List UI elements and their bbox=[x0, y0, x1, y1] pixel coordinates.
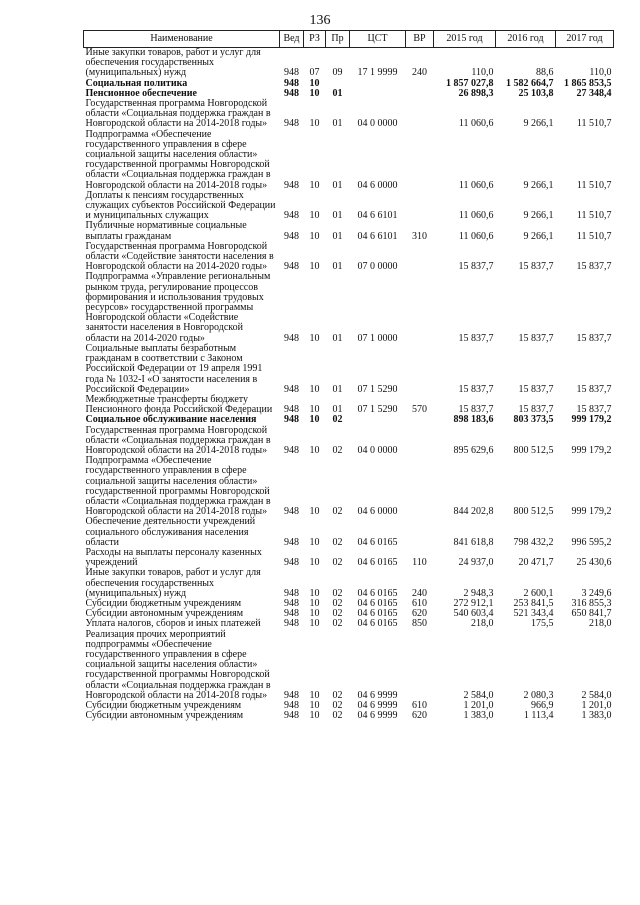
budget-table bbox=[83, 30, 614, 721]
value-2015-cell: 2 948,3 bbox=[463, 587, 494, 599]
table-row bbox=[84, 344, 614, 395]
header-2015: 2015 год bbox=[434, 31, 496, 48]
pr-cell: 02 bbox=[332, 710, 343, 722]
cst-cell: 04 6 9999 bbox=[357, 710, 398, 722]
rz-cell: 10 bbox=[309, 597, 320, 609]
value-2015-cell: 540 603,4 bbox=[453, 608, 494, 620]
pr-cell: 02 bbox=[332, 700, 343, 711]
row-name-cell: Государственная программа Новгородской области «Социальная поддержка граждан в Новгородской области на 2014-2018 годы» bbox=[85, 424, 271, 456]
cst-cell: 04 0 0000 bbox=[357, 444, 398, 456]
cst-cell: 07 1 5290 bbox=[357, 404, 398, 416]
vr-cell bbox=[406, 99, 434, 130]
ved-cell: 948 bbox=[284, 414, 299, 426]
value-2017-cell: 15 837,7 bbox=[576, 261, 612, 273]
table-header-row bbox=[84, 31, 614, 48]
value-2016-cell: 966,9 bbox=[531, 700, 554, 711]
pr-cell: 01 bbox=[332, 87, 343, 99]
rz-cell: 10 bbox=[309, 700, 320, 711]
value-2016-cell: 9 266,1 bbox=[523, 179, 554, 191]
vr-cell bbox=[406, 242, 434, 273]
table-row bbox=[84, 395, 614, 415]
table-row bbox=[84, 221, 614, 241]
cst-cell bbox=[350, 79, 406, 89]
vr-cell bbox=[406, 630, 434, 701]
value-2017-cell: 650 841,7 bbox=[571, 608, 612, 620]
vr-cell bbox=[406, 415, 434, 425]
row-name-cell: Подпрограмма «Обеспечение государственного управления в сфере социальной защиты населения области» государственной программы Новгородской области «Социальная поддержка граждан в Новгородской области на 2014-2018 годы» bbox=[85, 455, 271, 518]
table-row bbox=[84, 272, 614, 343]
rz-cell: 10 bbox=[309, 210, 320, 222]
ved-cell: 948 bbox=[284, 608, 299, 620]
table-row bbox=[84, 48, 614, 79]
vr-cell: 620 bbox=[412, 608, 427, 620]
row-name-cell: Обеспечение деятельности учреждений социального обслуживания населения области bbox=[85, 516, 256, 548]
ved-cell: 948 bbox=[284, 557, 299, 569]
table-body bbox=[84, 48, 614, 722]
value-2017-cell: 3 249,6 bbox=[581, 587, 612, 599]
value-2016-cell: 2 080,3 bbox=[523, 689, 554, 701]
ved-cell: 948 bbox=[284, 77, 299, 89]
cst-cell: 04 6 0165 bbox=[357, 608, 398, 620]
row-name-cell: Субсидии автономным учреждениям bbox=[85, 608, 244, 620]
value-2017-cell: 1 383,0 bbox=[581, 710, 612, 722]
row-name-cell: Расходы на выплаты персоналу казенных учреждений bbox=[85, 546, 262, 569]
row-name-cell: Государственная программа Новгородской области «Содействие занятости населения в Новгородской области на 2014-2020 годы» bbox=[85, 240, 274, 273]
value-2015-cell: 2 584,0 bbox=[463, 689, 494, 701]
ved-cell: 948 bbox=[284, 444, 299, 456]
ved-cell: 948 bbox=[284, 536, 299, 548]
pr-cell: 01 bbox=[332, 179, 343, 191]
rz-cell: 10 bbox=[309, 557, 320, 569]
row-name-cell: Подпрограмма «Обеспечение государственного управления в сфере социальной защиты населения области» государственной программы Новгородской области «Социальная поддержка граждан в Новгородской области на 2014-2018 годы» bbox=[85, 128, 271, 191]
cst-cell: 04 6 0165 bbox=[357, 557, 398, 569]
ved-cell: 948 bbox=[284, 179, 299, 191]
value-2017-cell: 15 837,7 bbox=[576, 383, 612, 395]
cst-cell: 04 6 9999 bbox=[357, 700, 398, 711]
pr-cell: 02 bbox=[332, 557, 343, 569]
value-2015-cell: 11 060,6 bbox=[458, 179, 494, 191]
vr-cell bbox=[406, 426, 434, 457]
vr-cell: 850 bbox=[412, 618, 427, 630]
pr-cell: 01 bbox=[332, 332, 343, 344]
value-2017-cell: 11 510,7 bbox=[576, 179, 612, 191]
value-2015-cell: 15 837,7 bbox=[458, 404, 494, 416]
row-name-cell: Социальные выплаты безработным гражданам в соответствии с Законом Российской Федерации от 19 апреля 1991 года № 1032-I «О занятости населения в Российской Федерации» bbox=[85, 342, 263, 395]
value-2015-cell: 15 837,7 bbox=[458, 261, 494, 273]
rz-cell: 10 bbox=[309, 618, 320, 630]
value-2016-cell: 2 600,1 bbox=[523, 587, 554, 599]
vr-cell bbox=[406, 191, 434, 222]
vr-cell bbox=[406, 272, 434, 343]
value-2017-cell: 999 179,2 bbox=[571, 506, 612, 518]
table-row bbox=[84, 191, 614, 222]
rz-cell: 10 bbox=[309, 710, 320, 722]
vr-cell: 240 bbox=[412, 67, 427, 79]
pr-cell: 02 bbox=[332, 597, 343, 609]
table-row bbox=[84, 630, 614, 701]
value-2016-cell: 1 582 664,7 bbox=[506, 77, 554, 89]
value-2016-cell: 175,5 bbox=[531, 618, 554, 630]
row-name-cell: Социальное обслуживание населения bbox=[85, 414, 257, 426]
rz-cell: 10 bbox=[309, 587, 320, 599]
pr-cell: 02 bbox=[332, 506, 343, 518]
header-ved: Вед bbox=[280, 31, 304, 48]
value-2015-cell: 1 857 027,8 bbox=[446, 77, 494, 89]
rz-cell: 10 bbox=[309, 383, 320, 395]
value-2017-cell: 25 430,6 bbox=[576, 557, 612, 569]
value-2017-cell: 11 510,7 bbox=[576, 230, 612, 242]
ved-cell: 948 bbox=[284, 261, 299, 273]
pr-cell: 01 bbox=[332, 230, 343, 242]
ved-cell: 948 bbox=[284, 210, 299, 222]
cst-cell: 04 6 0165 bbox=[357, 536, 398, 548]
rz-cell: 10 bbox=[309, 77, 320, 89]
header-pr: Пр bbox=[326, 31, 350, 48]
vr-cell: 610 bbox=[412, 700, 427, 711]
vr-cell: 620 bbox=[412, 710, 427, 722]
vr-cell bbox=[406, 79, 434, 89]
value-2015-cell: 11 060,6 bbox=[458, 230, 494, 242]
pr-cell: 01 bbox=[332, 404, 343, 416]
value-2016-cell: 800 512,5 bbox=[513, 444, 554, 456]
cst-cell: 04 6 6101 bbox=[357, 230, 398, 242]
pr-cell: 02 bbox=[332, 608, 343, 620]
rz-cell: 10 bbox=[309, 689, 320, 701]
value-2015-cell: 15 837,7 bbox=[458, 332, 494, 344]
value-2015-cell: 1 201,0 bbox=[463, 700, 494, 711]
cst-cell bbox=[350, 415, 406, 425]
value-2017-cell: 11 510,7 bbox=[576, 118, 612, 130]
vr-cell bbox=[406, 130, 434, 191]
rz-cell: 10 bbox=[309, 414, 320, 426]
value-2017-cell: 15 837,7 bbox=[576, 332, 612, 344]
pr-cell: 02 bbox=[332, 414, 343, 426]
cst-cell: 07 1 5290 bbox=[357, 383, 398, 395]
value-2017-cell: 15 837,7 bbox=[576, 404, 612, 416]
value-2015-cell: 272 912,1 bbox=[453, 597, 494, 609]
value-2016-cell: 15 837,7 bbox=[518, 261, 554, 273]
value-2016-cell: 20 471,7 bbox=[518, 557, 554, 569]
vr-cell: 240 bbox=[412, 587, 427, 599]
value-2017-cell: 996 595,2 bbox=[571, 536, 612, 548]
ved-cell: 948 bbox=[284, 597, 299, 609]
row-name-cell: Иные закупки товаров, работ и услуг для обеспечения государственных (муниципальных) нужд bbox=[85, 567, 261, 599]
cst-cell: 04 6 0000 bbox=[357, 506, 398, 518]
cst-cell: 04 6 9999 bbox=[357, 689, 398, 701]
ved-cell: 948 bbox=[284, 700, 299, 711]
header-2017: 2017 год bbox=[556, 31, 614, 48]
value-2015-cell: 841 618,8 bbox=[453, 536, 494, 548]
value-2016-cell: 9 266,1 bbox=[523, 230, 554, 242]
rz-cell: 10 bbox=[309, 179, 320, 191]
table-row bbox=[84, 242, 614, 273]
cst-cell bbox=[350, 89, 406, 99]
row-name-cell: Публичные нормативные социальные выплаты гражданам bbox=[85, 220, 247, 242]
row-name-cell: Реализация прочих мероприятий подпрограммы «Обеспечение государственного управления в сфере социальной защиты населения области» государственной программы Новгородской области «Социальная поддержка граждан в Новгородской области на 2014-2018 годы» bbox=[85, 628, 271, 701]
cst-cell: 04 6 0165 bbox=[357, 618, 398, 630]
cst-cell: 07 0 0000 bbox=[357, 261, 398, 273]
row-name-cell: Иные закупки товаров, работ и услуг для обеспечения государственных (муниципальных) нужд bbox=[85, 47, 261, 79]
row-name-cell: Субсидии бюджетным учреждениям bbox=[85, 597, 242, 609]
table-row bbox=[84, 548, 614, 568]
vr-cell: 310 bbox=[412, 230, 427, 242]
ved-cell: 948 bbox=[284, 618, 299, 630]
ved-cell: 948 bbox=[284, 230, 299, 242]
value-2017-cell: 218,0 bbox=[589, 618, 612, 630]
value-2017-cell: 1 865 853,5 bbox=[564, 77, 612, 89]
value-2017-cell: 999 179,2 bbox=[571, 414, 612, 426]
value-2016-cell: 798 432,2 bbox=[513, 536, 554, 548]
value-2015-cell: 844 202,8 bbox=[453, 506, 494, 518]
value-2016-cell: 253 841,5 bbox=[513, 597, 554, 609]
pr-cell: 02 bbox=[332, 444, 343, 456]
vr-cell: 610 bbox=[412, 597, 427, 609]
ved-cell: 948 bbox=[284, 118, 299, 130]
cst-cell: 04 6 0000 bbox=[357, 179, 398, 191]
ved-cell: 948 bbox=[284, 332, 299, 344]
header-rz: РЗ bbox=[304, 31, 326, 48]
ved-cell: 948 bbox=[284, 710, 299, 722]
value-2016-cell: 803 373,5 bbox=[513, 414, 554, 426]
rz-cell: 10 bbox=[309, 118, 320, 130]
pr-cell: 09 bbox=[332, 67, 343, 79]
row-name-cell: Субсидии бюджетным учреждениям bbox=[85, 700, 242, 711]
rz-cell: 10 bbox=[309, 332, 320, 344]
vr-cell bbox=[406, 344, 434, 395]
header-name: Наименование bbox=[84, 31, 280, 48]
value-2015-cell: 15 837,7 bbox=[458, 383, 494, 395]
header-vr: ВР bbox=[406, 31, 434, 48]
value-2015-cell: 11 060,6 bbox=[458, 118, 494, 130]
pr-cell: 02 bbox=[332, 536, 343, 548]
value-2015-cell: 1 383,0 bbox=[463, 710, 494, 722]
value-2015-cell: 895 629,6 bbox=[453, 444, 494, 456]
row-name-cell: Межбюджетные трансферты бюджету Пенсионного фонда Российской Федерации bbox=[85, 393, 273, 416]
table-row bbox=[84, 415, 614, 425]
pr-cell: 01 bbox=[332, 261, 343, 273]
rz-cell: 10 bbox=[309, 608, 320, 620]
vr-cell bbox=[406, 89, 434, 99]
value-2015-cell: 218,0 bbox=[471, 618, 494, 630]
ved-cell: 948 bbox=[284, 67, 299, 79]
rz-cell: 10 bbox=[309, 404, 320, 416]
header-cst: ЦСТ bbox=[350, 31, 406, 48]
rz-cell: 10 bbox=[309, 444, 320, 456]
value-2016-cell: 800 512,5 bbox=[513, 506, 554, 518]
table-row bbox=[84, 426, 614, 457]
cst-cell: 04 6 0165 bbox=[357, 587, 398, 599]
table-row bbox=[84, 130, 614, 191]
value-2017-cell: 11 510,7 bbox=[576, 210, 612, 222]
value-2017-cell: 316 855,3 bbox=[571, 597, 612, 609]
row-name-cell: Государственная программа Новгородской области «Социальная поддержка граждан в Новгородской области на 2014-2018 годы» bbox=[85, 98, 271, 130]
rz-cell: 07 bbox=[309, 67, 320, 79]
value-2016-cell: 521 343,4 bbox=[513, 608, 554, 620]
value-2017-cell: 1 201,0 bbox=[581, 700, 612, 711]
value-2017-cell: 999 179,2 bbox=[571, 444, 612, 456]
value-2016-cell: 9 266,1 bbox=[523, 118, 554, 130]
pr-cell: 02 bbox=[332, 689, 343, 701]
rz-cell: 10 bbox=[309, 230, 320, 242]
value-2017-cell: 2 584,0 bbox=[581, 689, 612, 701]
table-row bbox=[84, 99, 614, 130]
cst-cell: 04 0 0000 bbox=[357, 118, 398, 130]
pr-cell: 01 bbox=[332, 210, 343, 222]
rz-cell: 10 bbox=[309, 536, 320, 548]
page-number: 136 bbox=[309, 13, 331, 28]
cst-cell: 04 6 0165 bbox=[357, 597, 398, 609]
value-2016-cell: 9 266,1 bbox=[523, 210, 554, 222]
row-name-cell: Социальная политика bbox=[85, 77, 188, 89]
ved-cell: 948 bbox=[284, 689, 299, 701]
pr-cell: 02 bbox=[332, 618, 343, 630]
value-2016-cell: 1 113,4 bbox=[523, 710, 554, 722]
value-2015-cell: 24 937,0 bbox=[458, 557, 494, 569]
value-2015-cell: 26 898,3 bbox=[458, 87, 494, 99]
row-name-cell: Пенсионное обеспечение bbox=[85, 87, 197, 99]
vr-cell bbox=[406, 517, 434, 548]
value-2015-cell: 898 183,6 bbox=[453, 414, 494, 426]
value-2016-cell: 25 103,8 bbox=[518, 87, 554, 99]
vr-cell: 110 bbox=[412, 557, 427, 569]
pr-cell: 01 bbox=[332, 118, 343, 130]
value-2017-cell: 110,0 bbox=[589, 67, 612, 79]
row-name-cell: Доплаты к пенсиям государственных служащих субъектов Российской Федерации и муниципальных служащих bbox=[85, 189, 276, 222]
value-2016-cell: 15 837,7 bbox=[518, 383, 554, 395]
pr-cell: 02 bbox=[332, 587, 343, 599]
value-2016-cell: 15 837,7 bbox=[518, 332, 554, 344]
row-name-cell: Субсидии автономным учреждениям bbox=[85, 710, 244, 722]
row-name-cell: Подпрограмма «Управление региональным рынком труда, регулирование процессов формирования и использования трудовых ресурсов» государственной программы Новгородской области «Содействие занятости населения в Новгородской области на 2014-2020 годы» bbox=[85, 271, 271, 344]
ved-cell: 948 bbox=[284, 87, 299, 99]
cst-cell: 07 1 0000 bbox=[357, 332, 398, 344]
cst-cell: 04 6 6101 bbox=[357, 210, 398, 222]
ved-cell: 948 bbox=[284, 587, 299, 599]
pr-cell: 01 bbox=[332, 383, 343, 395]
value-2017-cell: 27 348,4 bbox=[576, 87, 612, 99]
rz-cell: 10 bbox=[309, 87, 320, 99]
value-2016-cell: 88,6 bbox=[536, 67, 554, 79]
ved-cell: 948 bbox=[284, 404, 299, 416]
rz-cell: 10 bbox=[309, 261, 320, 273]
table-row bbox=[84, 517, 614, 548]
row-name-cell: Уплата налогов, сборов и иных платежей bbox=[85, 618, 261, 630]
value-2015-cell: 110,0 bbox=[471, 67, 494, 79]
rz-cell: 10 bbox=[309, 506, 320, 518]
vr-cell bbox=[406, 456, 434, 517]
ved-cell: 948 bbox=[284, 383, 299, 395]
cst-cell: 17 1 9999 bbox=[357, 67, 398, 79]
table-row bbox=[84, 568, 614, 599]
ved-cell: 948 bbox=[284, 506, 299, 518]
value-2015-cell: 11 060,6 bbox=[458, 210, 494, 222]
value-2016-cell: 15 837,7 bbox=[518, 404, 554, 416]
table-row bbox=[84, 711, 614, 721]
table-row bbox=[84, 456, 614, 517]
vr-cell: 570 bbox=[412, 404, 427, 416]
header-2016: 2016 год bbox=[496, 31, 556, 48]
